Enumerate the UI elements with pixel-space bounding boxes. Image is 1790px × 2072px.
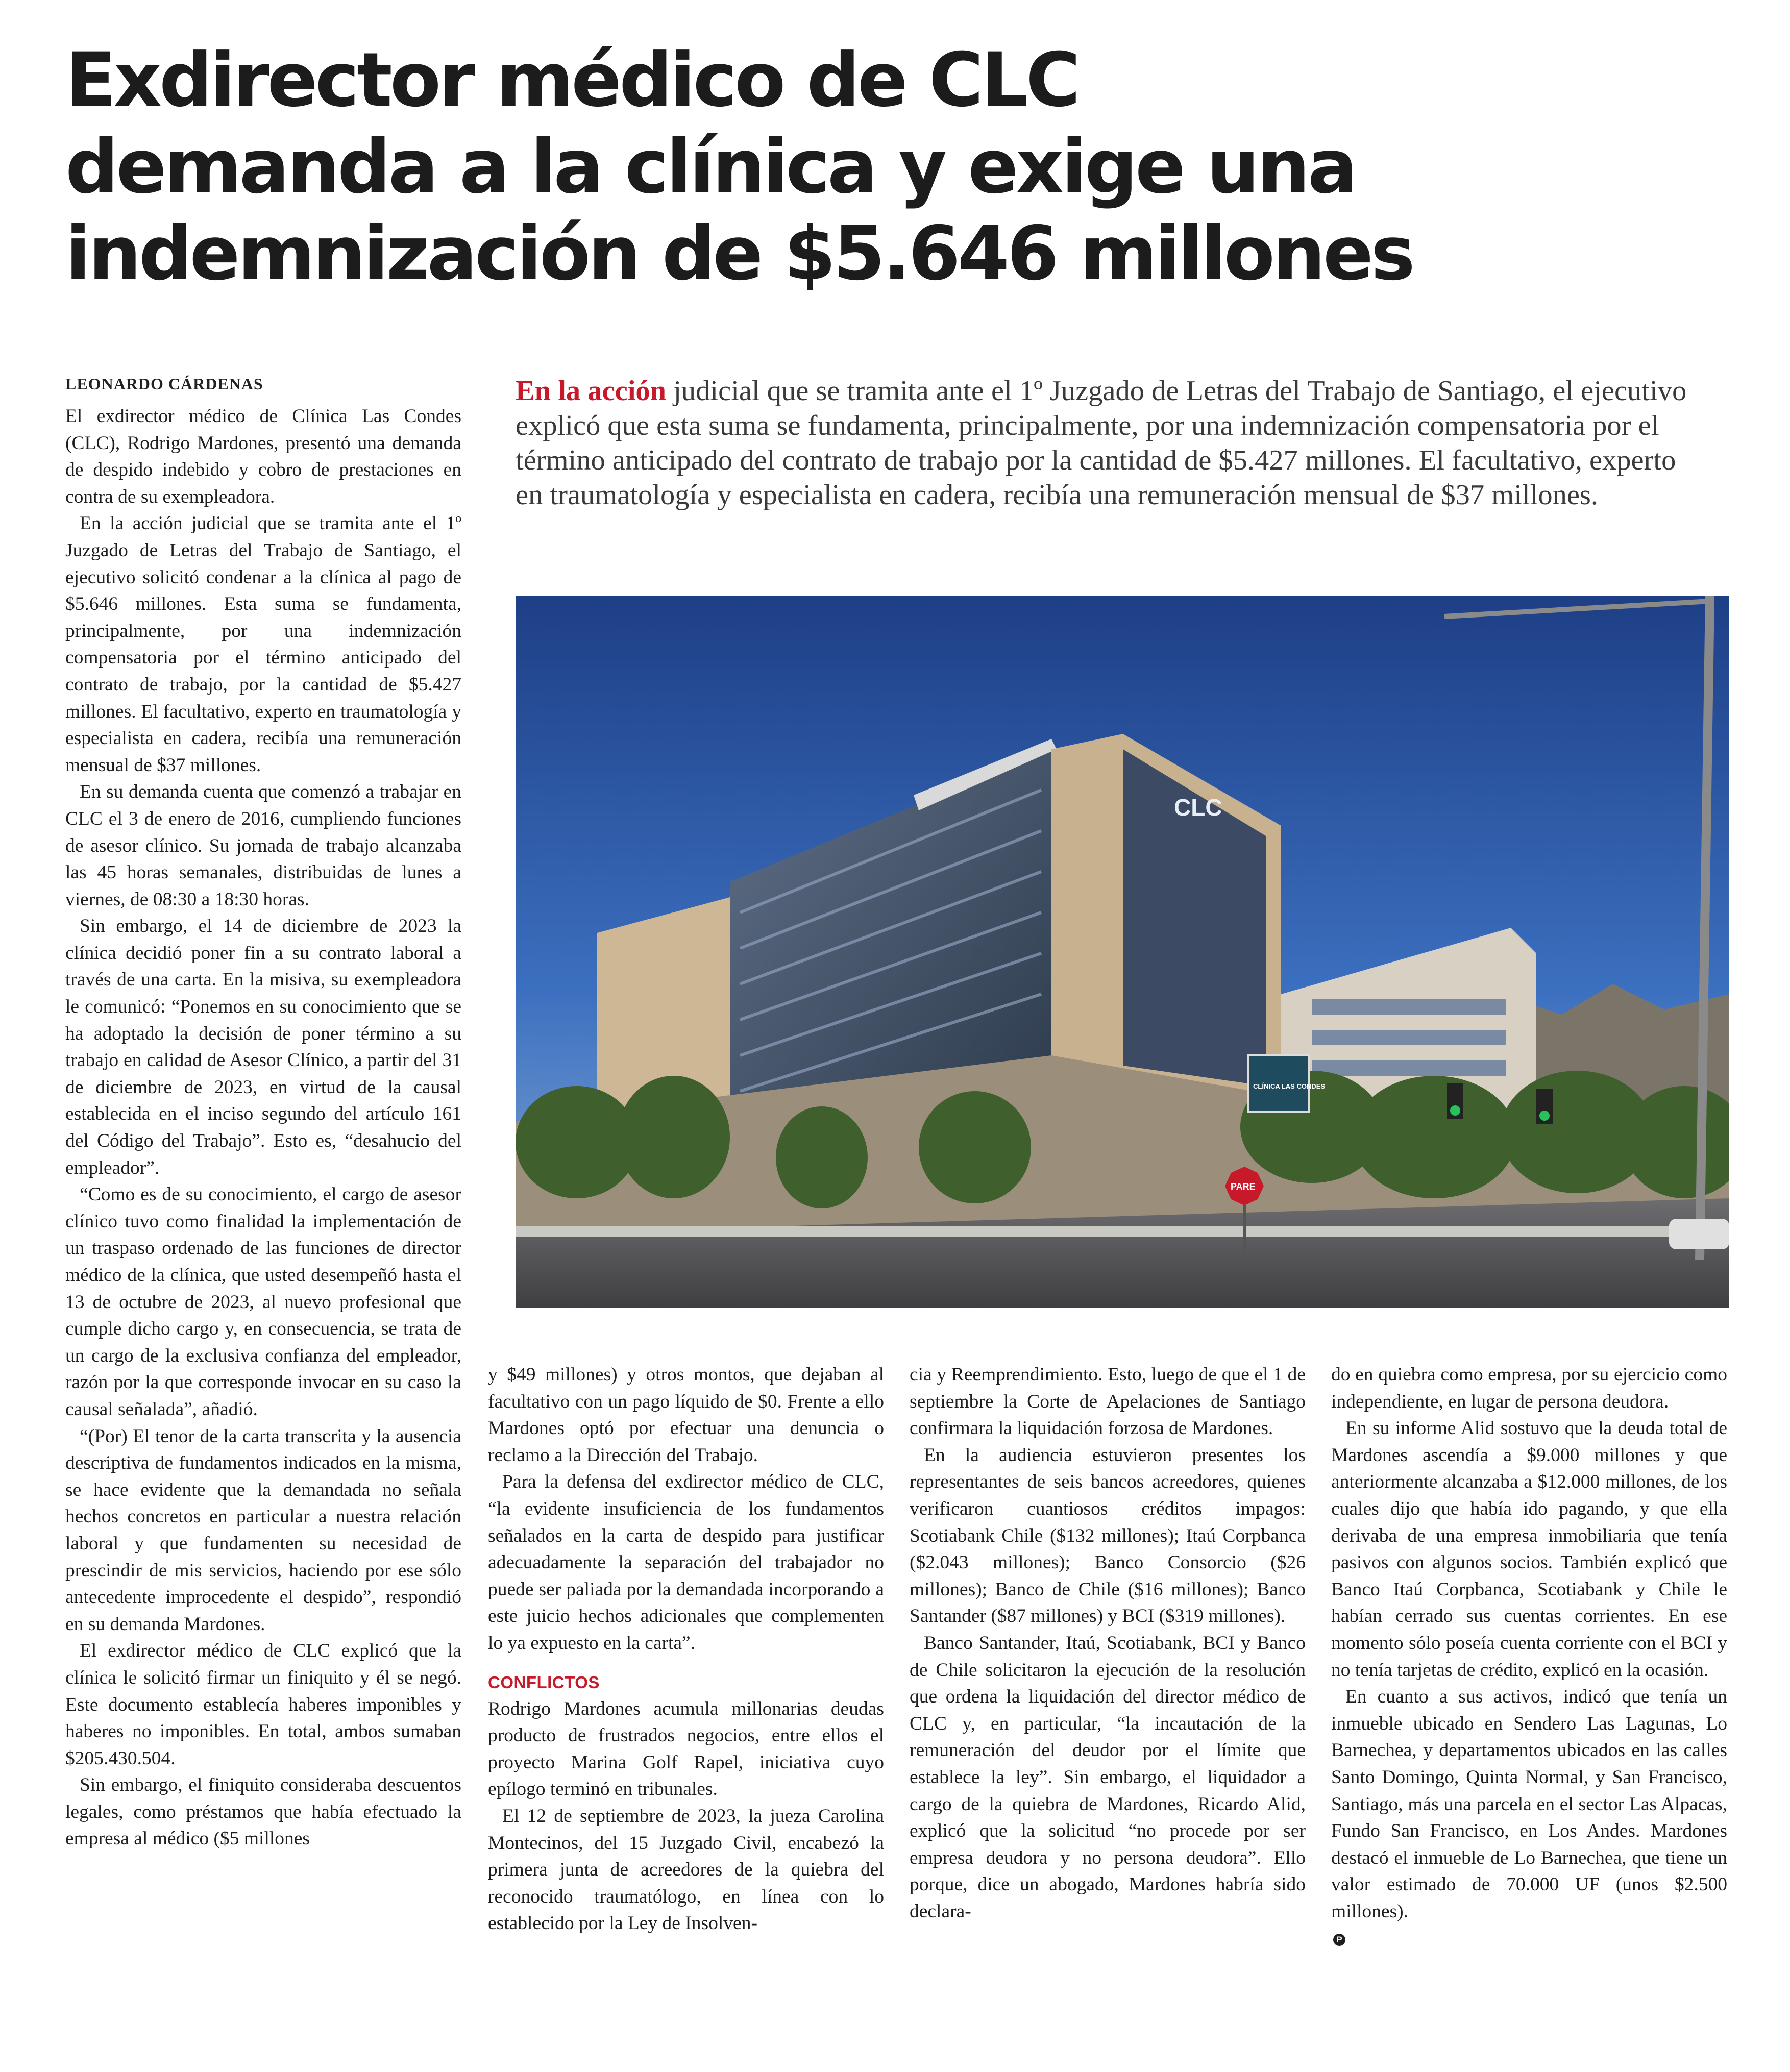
paragraph: cia y Reemprendimiento. Esto, luego de que el 1 de septiembre la Corte de Apelaciones de Santiago confirmara la liquidación forzosa de Mardones. [910, 1364, 1306, 1439]
lead-kicker: En la acción [516, 375, 667, 407]
end-mark-icon: P [1333, 1934, 1345, 1946]
paragraph: Sin embargo, el finiquito consideraba descuentos legales, como préstamos que había efectuado la empresa al médico ($5 millones [65, 1774, 461, 1849]
paragraph: En su demanda cuenta que comenzó a trabajar en CLC el 3 de enero de 2016, cumpliendo funciones de asesor clínico. Su jornada de trabajo alcanzaba las 45 horas semanales, distribuidas de lunes a viernes, de 08:30 a 18:30 horas. [65, 781, 461, 910]
paragraph: El exdirector médico de CLC explicó que la clínica le solicitó firmar un finiquito y él se negó. Este documento establecía haberes imponibles y haberes no imponibles. En total, ambos sumaban $205.430.504. [65, 1640, 461, 1769]
headline-line-1: Exdirector médico de CLC [65, 37, 1078, 124]
paragraph: En la acción judicial que se tramita ante el 1º Juzgado de Letras del Trabajo de Santiago, el ejecutivo solicitó condenar a la clínica al pago de $5.646 millones. Esta suma se fundamenta, principalmente, por una indemnización compensatoria por el término anticipado del contrato de trabajo, por la cantidad de $5.427 millones. El facultativo, experto en traumatología y especialista en cadera, recibía una remuneración mensual de $37 millones. [65, 513, 461, 776]
headline-line-3: indemnización de $5.646 millones [65, 210, 1413, 297]
lead-paragraph [516, 374, 1689, 512]
paragraph: do en quiebra como empresa, por su ejercicio como independiente, en lugar de persona deudora. [1331, 1364, 1727, 1412]
column-4 [1331, 1362, 1727, 1952]
byline: LEONARDO CÁRDENAS [65, 375, 263, 393]
column-2 [488, 1362, 884, 1937]
paragraph: Sin embargo, el 14 de diciembre de 2023 la clínica decidió poner fin a su contrato laboral a través de una carta. En la misiva, su exempleadora le comunicó: “Ponemos en su conocimiento que se ha adoptado la decisión de poner término a su trabajo en calidad de Asesor Clínico, a partir del 31 de diciembre de 2023, en virtud de la causal establecida en el inciso segundo del artículo 161 del Código del Trabajo”. Esto es, “desahucio del empleador”. [65, 916, 461, 1178]
svg-text:PARE: PARE [1231, 1181, 1256, 1192]
paragraph: Rodrigo Mardones acumula millonarias deudas producto de frustrados negocios, entre ellos el proyecto Marina Golf Rapel, iniciativa cuyo epílogo terminó en tribunales. [488, 1698, 884, 1800]
paragraph: El 12 de septiembre de 2023, la jueza Carolina Montecinos, del 15 Juzgado Civil, encabezó la primera junta de acreedores de la quiebra del reconocido traumatólogo, en línea con lo establecido por la Ley de Insolven- [488, 1805, 884, 1934]
article-photo [516, 596, 1729, 1308]
building-sign: CLC [1174, 794, 1222, 821]
svg-text:CLÍNICA LAS CONDES: CLÍNICA LAS CONDES [1253, 1082, 1326, 1090]
clinic-building-photo [516, 596, 1729, 1308]
paragraph: “Como es de su conocimiento, el cargo de asesor clínico tuvo como finalidad la implementación de un traspaso ordenado de las funciones de director médico de la clínica, que usted desempeñó hasta el 13 de octubre de 2023, al nuevo profesional que cumple dicho cargo y, en consecuencia, se trata de un cargo de la exclusiva confianza del empleador, razón por la que corresponde invocar en su caso la causal señalada”, añadió. [65, 1184, 461, 1420]
paragraph: “(Por) El tenor de la carta transcrita y la ausencia descriptiva de fundamentos indicados en la misma, se hace evidente que la demandada no señala hechos concretos en particular a nuestra relación laboral y que fundamenten su necesidad de prescindir de mis servicios, haciendo por ese sólo antecedente improcedente el despido”, respondió en su demanda Mardones. [65, 1425, 461, 1635]
paragraph: En su informe Alid sostuvo que la deuda total de Mardones ascendía a $9.000 millones y que anteriormente alcanzaba a $12.000 millones, de los cuales dijo que había ido pagando, y que ella derivaba de una empresa inmobiliaria que tenía pasivos con algunos socios. También explicó que Banco Itaú Corpbanca, Scotiabank y Chile le habían cerrado sus cuentas corrientes. En ese momento sólo poseía cuenta corriente con el BCI y no tenía tarjetas de crédito, explicó en la ocasión. [1331, 1418, 1727, 1681]
paragraph: En cuanto a sus activos, indicó que tenía un inmueble ubicado en Sendero Las Lagunas, Lo Barnechea, y departamentos ubicados en las calles Santo Domingo, Quinta Normal, y San Francisco, Santiago, más una parcela en el sector Las Alpacas, Fundo San Francisco, en Los Andes. Mardones destacó el inmueble de Lo Barnechea, que tiene un valor estimado de 70.000 UF (unos $2.500 millones). [1331, 1686, 1727, 1922]
paragraph: y $49 millones) y otros montos, que dejaban al facultativo con un pago líquido de $0. Frente a ello Mardones optó por efectuar una denuncia o reclamo a la Dirección del Trabajo. [488, 1364, 884, 1466]
column-1 [65, 403, 461, 1853]
paragraph: En la audiencia estuvieron presentes los representantes de seis bancos acreedores, quienes verificaron cuantiosos créditos impagos: Scotiabank Chile ($132 millones); Itaú Corpbanca ($2.043 millones); Banco Consorcio ($26 millones); Banco de Chile ($16 millones); Banco Santander ($87 millones) y BCI ($319 millones). [910, 1444, 1306, 1627]
headline [65, 37, 1648, 297]
headline-line-2: demanda a la clínica y exige una [65, 124, 1356, 210]
paragraph: Banco Santander, Itaú, Scotiabank, BCI y Banco de Chile solicitaron la ejecución de la resolución que ordena la liquidación del director médico de CLC y, en particular, “la incautación de la remuneración del deudor por el límite que establece la ley”. Sin embargo, el liquidador a cargo de la quiebra de Mardones, Ricardo Alid, explicó que la solicitud “no procede por ser empresa deudora y no persona deudora”. Ello porque, dice un abogado, Mardones habría sido declara- [910, 1632, 1306, 1922]
car [1669, 1219, 1729, 1249]
column-3 [910, 1362, 1306, 1925]
paragraph: Para la defensa del exdirector médico de CLC, “la evidente insuficiencia de los fundamentos señalados en la carta de despido para justificar adecuadamente la separación del trabajador no puede ser paliada por la demandada incorporando a este juicio hechos adicionales que complementen lo ya expuesto en la carta”. [488, 1471, 884, 1654]
paragraph: El exdirector médico de Clínica Las Condes (CLC), Rodrigo Mardones, presentó una demanda de despido indebido y cobro de prestaciones en contra de su exempleadora. [65, 406, 461, 507]
lead-text: judicial que se tramita ante el 1º Juzgado de Letras del Trabajo de Santiago, el ejecutivo explicó que esta suma se fundamenta, principalmente, por una indemnización compensatoria por el término anticipado del contrato de trabajo por la cantidad de $5.427 millones. El facultativo, experto en traumatología y especialista en cadera, recibía una remuneración mensual de $37 millones. [516, 375, 1687, 511]
section-subhead: CONFLICTOS [488, 1672, 600, 1692]
